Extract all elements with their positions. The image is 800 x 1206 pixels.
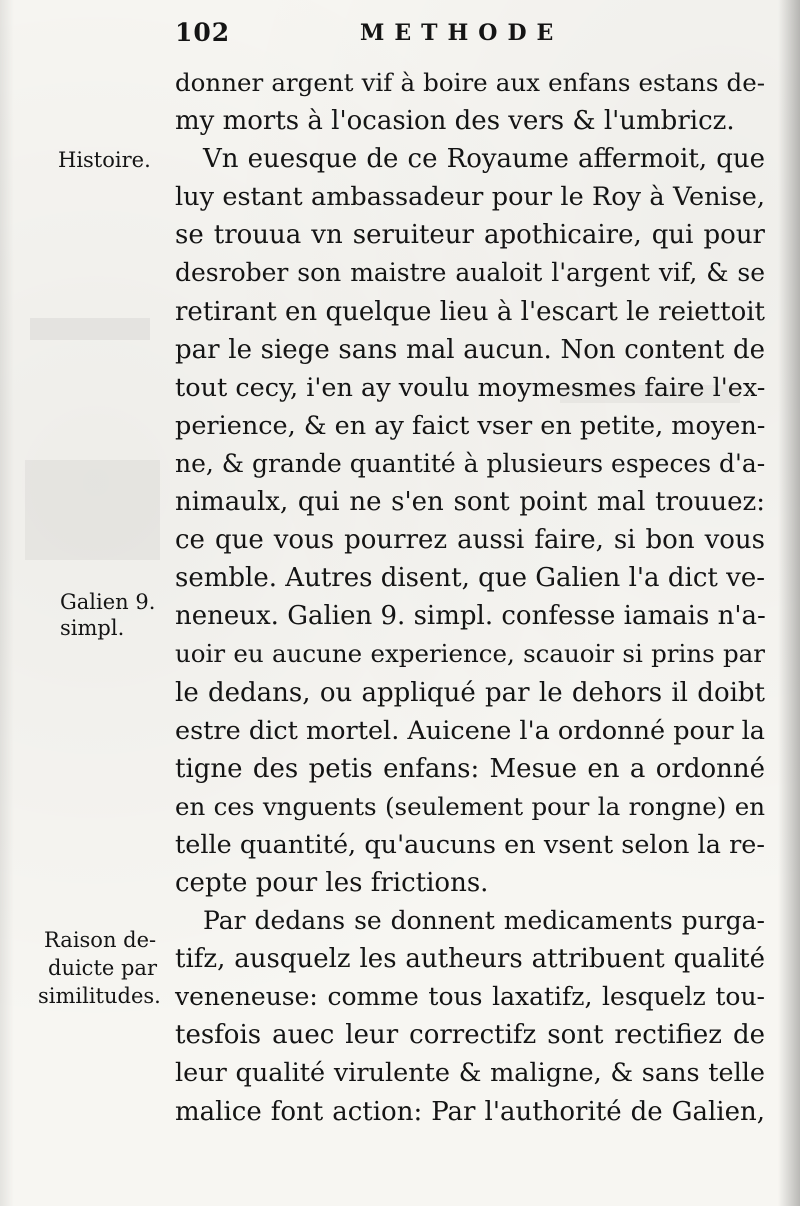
page-header	[175, 18, 765, 52]
text-line: par le siege sans mal aucun. Non content de	[175, 334, 765, 365]
margin-note-similitudes: similitudes.	[38, 984, 161, 1008]
text-line: estre dict mortel. Auicene l'a ordonné pour la	[175, 715, 765, 746]
text-line: ne, & grande quantité à plusieurs especes d'a-	[175, 448, 766, 478]
text-line: ce que vous pourrez aussi faire, si bon vous	[175, 525, 765, 556]
text-line: donner argent vif à boire aux enfans estans de-	[175, 68, 765, 97]
text-line: tesfois auec leur correctifz sont rectifiez de	[175, 1020, 765, 1051]
text-line: Par dedans se donnent medicaments purga-	[203, 906, 765, 936]
text-line: cepte pour les frictions.	[175, 867, 489, 898]
margin-note-histoire: Histoire.	[58, 148, 151, 172]
text-line: desrober son maistre aualoit l'argent vif, & se	[175, 258, 765, 288]
text-line: tifz, ausquelz les autheurs attribuent qualité	[175, 944, 765, 975]
text-line: se trouua vn seruiteur apothicaire, qui pour	[175, 220, 765, 251]
text-line: leur qualité virulente & maligne, & sans telle	[175, 1058, 765, 1089]
page-number: 102	[175, 18, 231, 47]
text-line: semble. Autres disent, que Galien l'a dict ve-	[175, 563, 765, 594]
show-through-smudge	[30, 318, 150, 340]
text-line: malice font action: Par l'authorité de Galien,	[175, 1096, 765, 1127]
text-line: Vn euesque de ce Royaume affermoit, que	[203, 144, 765, 175]
text-line: my morts à l'ocasion des vers & l'umbricz.	[175, 106, 735, 137]
margin-note-raison: Raison de-	[44, 928, 157, 952]
margin-note-deduicte: duicte par	[48, 956, 157, 980]
text-line: telle quantité, qu'aucuns en vsent selon la re-	[175, 829, 765, 860]
text-line: le dedans, ou appliqué par le dehors il doibt	[175, 677, 765, 708]
page-left-edge-shadow	[0, 0, 14, 1206]
text-line: veneneuse: comme tous laxatifz, lesquelz tou-	[175, 982, 765, 1012]
show-through-smudge	[25, 460, 160, 560]
text-line: tout cecy, i'en ay voulu moymesmes faire l'ex-	[175, 372, 766, 403]
margin-note-simpl: simpl.	[60, 616, 125, 640]
text-line: en ces vnguents (seulement pour la rongne) en	[175, 791, 765, 821]
body-text	[175, 64, 765, 1131]
text-line: uoir eu aucune experience, scauoir si prins par	[175, 639, 765, 669]
text-line: perience, & en ay faict vser en petite, moyen-	[175, 410, 766, 441]
text-line: tigne des petis enfans: Mesue en a ordonné	[175, 753, 765, 784]
margin-note-galien: Galien 9.	[60, 590, 156, 614]
text-line: retirant en quelque lieu à l'escart le reiettoit	[175, 296, 765, 327]
text-line: luy estant ambassadeur pour le Roy à Venise,	[175, 182, 765, 213]
text-line: nimaulx, qui ne s'en sont point mal trouuez:	[175, 487, 765, 518]
text-line: neneux. Galien 9. simpl. confesse iamais n'a-	[175, 601, 766, 632]
page-gutter-shadow	[778, 0, 800, 1206]
running-title: METHODE	[360, 20, 564, 46]
